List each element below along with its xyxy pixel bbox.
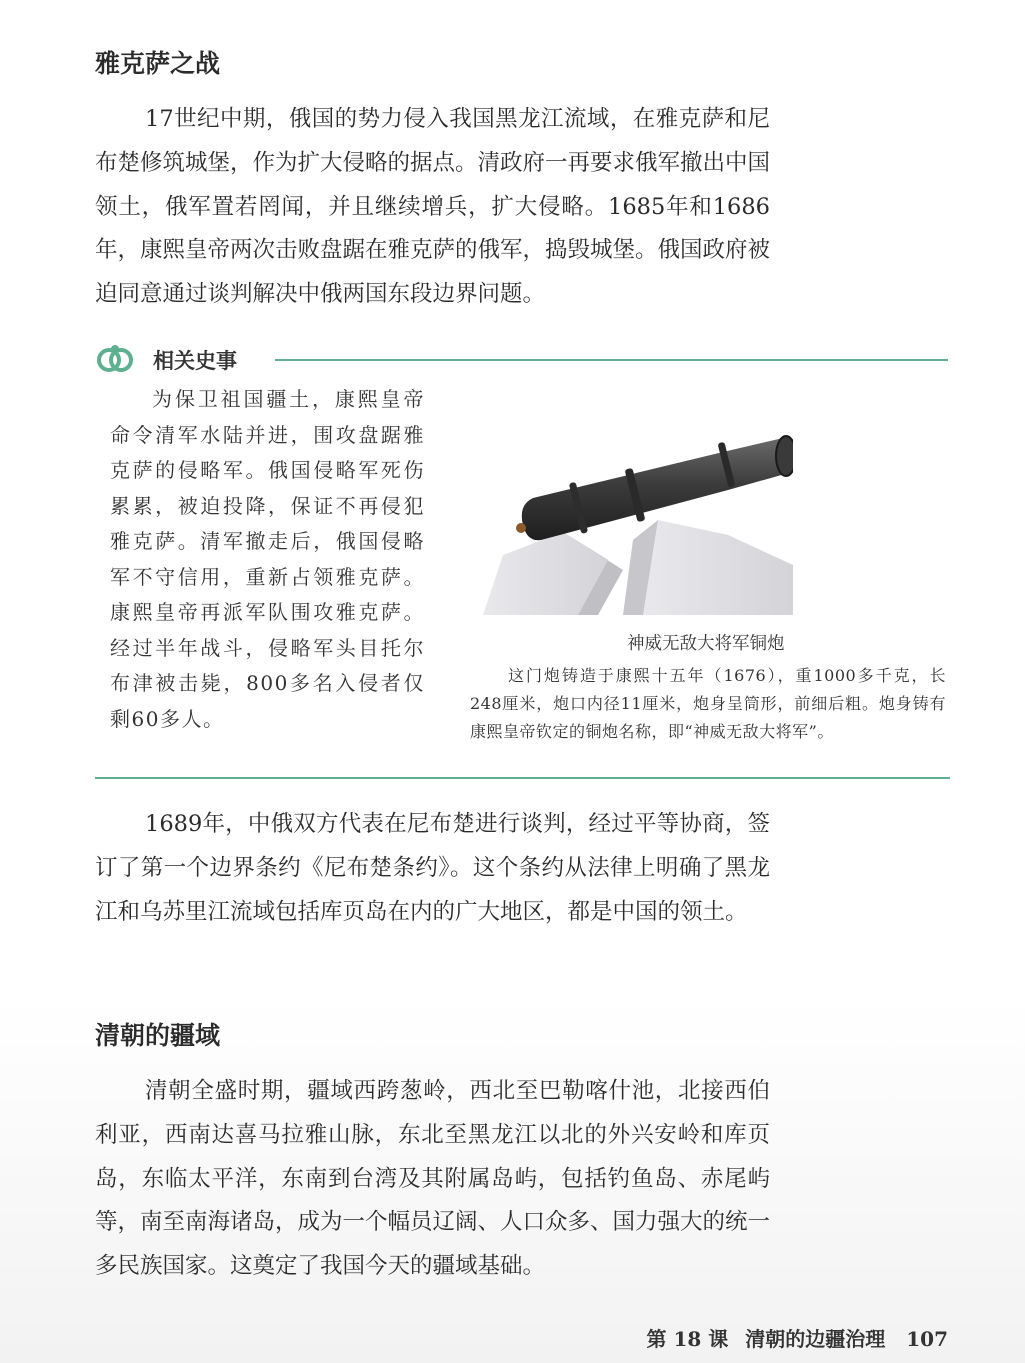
footer-lesson-title: 清朝的边疆治理 — [745, 1327, 886, 1351]
related-history-icon — [95, 340, 135, 380]
cannon-image — [483, 420, 793, 615]
section-paragraph-yakesa: 17世纪中期，俄国的势力侵入我国黑龙江流域，在雅克萨和尼布楚修筑城堡，作为扩大侵略的据点。清政府一再要求俄军撤出中国领土，俄军置若罔闻，并且继续增兵，扩大侵略。1685年和1686年，康熙皇帝两次击败盘踞在雅克萨的俄军，捣毁城堡。俄国政府被迫同意通过谈判解决中俄两国东段边界问题。 — [95, 106, 771, 308]
footer-lesson-number: 第 18 课 — [646, 1327, 729, 1351]
related-history-label: 相关史事 — [153, 349, 237, 373]
section-paragraph-territory: 清朝全盛时期，疆域西跨葱岭，西北至巴勒喀什池，北接西伯利亚，西南达喜马拉雅山脉，东北至黑龙江以北的外兴安岭和库页岛，东临太平洋，东南到台湾及其附属岛屿，包括钓鱼岛、赤尾屿等，南至南海诸岛，成为一个幅员辽阔、人口众多、国力强大的统一多民族国家。这奠定了我国今天的疆域基础。 — [95, 1078, 771, 1280]
image-caption-title: 神威无敌大将军铜炮 — [627, 634, 785, 654]
image-caption-body: 这门炮铸造于康熙十五年（1676），重1000多千克，长248厘米，炮口内径11厘米，炮身呈筒形，前细后粗。炮身铸有康熙皇帝钦定的铜炮名称，即“神威无敌大将军”。 — [470, 666, 946, 741]
related-history-bottom-divider — [95, 777, 950, 779]
related-history-divider — [275, 359, 948, 361]
page-footer — [637, 1323, 948, 1352]
nerchinsk-paragraph: 1689年，中俄双方代表在尼布楚进行谈判，经过平等协商，签订了第一个边界条约《尼布楚条约》。这个条约从法律上明确了黑龙江和乌苏里江流域包括库页岛在内的广大地区，都是中国的领土。 — [95, 811, 770, 925]
section-title-territory: 清朝的疆域 — [95, 1021, 221, 1050]
section-title-yakesa: 雅克萨之战 — [95, 49, 221, 78]
page-number: 107 — [906, 1327, 948, 1351]
related-history-text: 为保卫祖国疆土，康熙皇帝命令清军水陆并进，围攻盘踞雅克萨的侵略军。俄国侵略军死伤累累，被迫投降，保证不再侵犯雅克萨。清军撤走后，俄国侵略军不守信用，重新占领雅克萨。康熙皇帝再派军队围攻雅克萨。经过半年战斗，侵略军头目托尔布津被击毙，800多名入侵者仅剩60多人。 — [110, 387, 425, 731]
related-history-header — [95, 340, 950, 380]
